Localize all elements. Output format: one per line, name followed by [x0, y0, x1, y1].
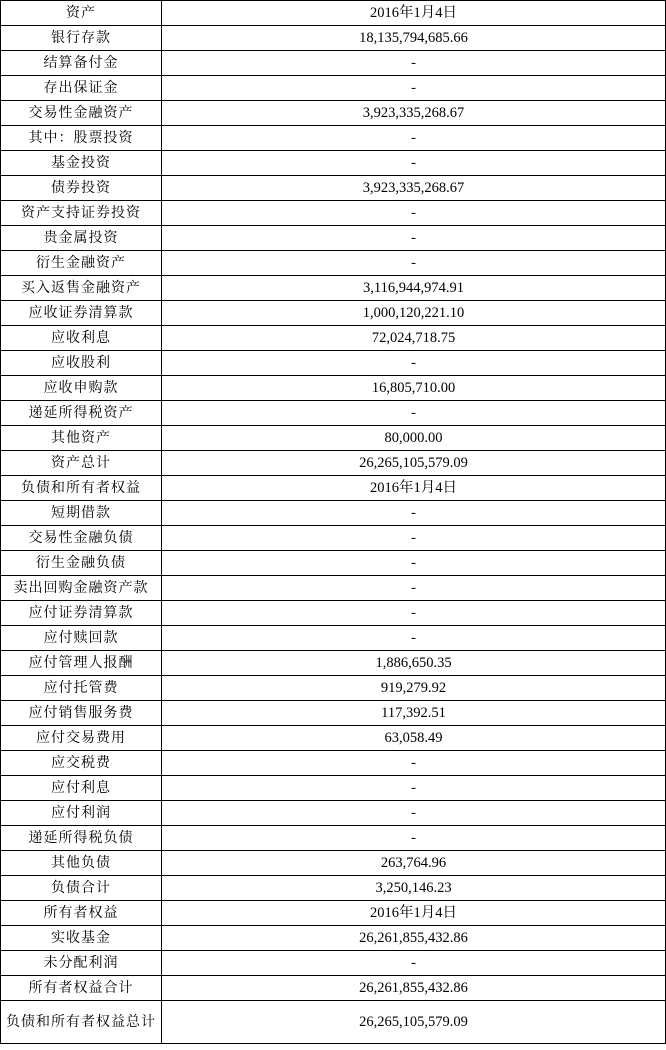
table-row	[1, 976, 666, 1001]
row-label: 应付交易费用	[1, 726, 162, 751]
row-label: 贵金属投资	[1, 226, 162, 251]
row-value: 117,392.51	[162, 701, 666, 726]
row-label: 所有者权益	[1, 901, 162, 926]
row-value: 26,265,105,579.09	[162, 451, 666, 476]
row-label: 负债和所有者权益	[1, 476, 162, 501]
row-value: -	[162, 776, 666, 801]
table-row	[1, 226, 666, 251]
row-label: 基金投资	[1, 151, 162, 176]
row-label: 其他资产	[1, 426, 162, 451]
row-label: 资产总计	[1, 451, 162, 476]
row-value: -	[162, 951, 666, 976]
row-value: -	[162, 751, 666, 776]
table-row	[1, 301, 666, 326]
row-label: 银行存款	[1, 26, 162, 51]
table-row	[1, 76, 666, 101]
row-label: 实收基金	[1, 926, 162, 951]
table-row	[1, 476, 666, 501]
table-row	[1, 601, 666, 626]
row-value: 263,764.96	[162, 851, 666, 876]
row-value: -	[162, 201, 666, 226]
table-row	[1, 101, 666, 126]
row-label: 交易性金融负债	[1, 526, 162, 551]
row-value: 1,886,650.35	[162, 651, 666, 676]
table-row	[1, 626, 666, 651]
row-value: 3,116,944,974.91	[162, 276, 666, 301]
table-row	[1, 426, 666, 451]
table-row	[1, 276, 666, 301]
table-row	[1, 251, 666, 276]
row-label: 应收申购款	[1, 376, 162, 401]
row-label: 应付利润	[1, 801, 162, 826]
row-value: 2016年1月4日	[162, 1, 666, 26]
table-row	[1, 376, 666, 401]
table-row	[1, 201, 666, 226]
row-value: 2016年1月4日	[162, 476, 666, 501]
row-value: -	[162, 126, 666, 151]
table-row	[1, 726, 666, 751]
table-row	[1, 451, 666, 476]
row-value: -	[162, 351, 666, 376]
table-row	[1, 851, 666, 876]
row-label: 债券投资	[1, 176, 162, 201]
row-value: -	[162, 826, 666, 851]
table-row	[1, 551, 666, 576]
table-row	[1, 1, 666, 26]
row-label: 递延所得税资产	[1, 401, 162, 426]
row-value: 80,000.00	[162, 426, 666, 451]
row-value: -	[162, 226, 666, 251]
row-label: 衍生金融资产	[1, 251, 162, 276]
row-label: 应付销售服务费	[1, 701, 162, 726]
row-value: 2016年1月4日	[162, 901, 666, 926]
table-row	[1, 901, 666, 926]
row-value: -	[162, 551, 666, 576]
row-value: -	[162, 601, 666, 626]
table-row	[1, 676, 666, 701]
row-label: 结算备付金	[1, 51, 162, 76]
row-value: 3,923,335,268.67	[162, 176, 666, 201]
row-value: 3,923,335,268.67	[162, 101, 666, 126]
row-label: 存出保证金	[1, 76, 162, 101]
table-row	[1, 876, 666, 901]
table-row	[1, 951, 666, 976]
table-row	[1, 501, 666, 526]
row-value: 16,805,710.00	[162, 376, 666, 401]
row-label: 未分配利润	[1, 951, 162, 976]
row-label: 负债和所有者权益总计	[1, 1001, 162, 1044]
row-value: 1,000,120,221.10	[162, 301, 666, 326]
row-label: 短期借款	[1, 501, 162, 526]
row-value: -	[162, 251, 666, 276]
table-row	[1, 126, 666, 151]
row-value: -	[162, 801, 666, 826]
row-value: 26,265,105,579.09	[162, 1001, 666, 1044]
table-row	[1, 651, 666, 676]
balance-sheet-body	[1, 1, 666, 1044]
row-label: 资产	[1, 1, 162, 26]
table-row	[1, 176, 666, 201]
table-row	[1, 801, 666, 826]
row-value: 26,261,855,432.86	[162, 926, 666, 951]
row-label: 应付管理人报酬	[1, 651, 162, 676]
row-label: 其中：股票投资	[1, 126, 162, 151]
row-value: 72,024,718.75	[162, 326, 666, 351]
table-row	[1, 401, 666, 426]
row-label: 资产支持证券投资	[1, 201, 162, 226]
row-label: 递延所得税负债	[1, 826, 162, 851]
table-row	[1, 751, 666, 776]
row-label: 应交税费	[1, 751, 162, 776]
row-value: 919,279.92	[162, 676, 666, 701]
row-label: 衍生金融负债	[1, 551, 162, 576]
table-row	[1, 326, 666, 351]
row-value: 18,135,794,685.66	[162, 26, 666, 51]
row-value: -	[162, 401, 666, 426]
table-row	[1, 526, 666, 551]
table-row	[1, 351, 666, 376]
row-value: 26,261,855,432.86	[162, 976, 666, 1001]
row-value: -	[162, 576, 666, 601]
table-row	[1, 576, 666, 601]
row-label: 应付托管费	[1, 676, 162, 701]
row-label: 应付赎回款	[1, 626, 162, 651]
row-value: -	[162, 51, 666, 76]
table-row	[1, 701, 666, 726]
row-value: 63,058.49	[162, 726, 666, 751]
table-row	[1, 826, 666, 851]
table-row	[1, 926, 666, 951]
row-value: -	[162, 76, 666, 101]
row-label: 其他负债	[1, 851, 162, 876]
row-label: 交易性金融资产	[1, 101, 162, 126]
row-value: -	[162, 626, 666, 651]
row-label: 应付利息	[1, 776, 162, 801]
row-value: -	[162, 501, 666, 526]
table-row	[1, 26, 666, 51]
table-row	[1, 776, 666, 801]
row-label: 应收利息	[1, 326, 162, 351]
row-value: -	[162, 526, 666, 551]
row-label: 应收证券清算款	[1, 301, 162, 326]
row-label: 应付证券清算款	[1, 601, 162, 626]
table-row	[1, 51, 666, 76]
row-label: 负债合计	[1, 876, 162, 901]
row-label: 应收股利	[1, 351, 162, 376]
row-label: 所有者权益合计	[1, 976, 162, 1001]
row-label: 卖出回购金融资产款	[1, 576, 162, 601]
row-value: -	[162, 151, 666, 176]
table-row	[1, 151, 666, 176]
row-label: 买入返售金融资产	[1, 276, 162, 301]
table-row	[1, 1001, 666, 1044]
row-value: 3,250,146.23	[162, 876, 666, 901]
